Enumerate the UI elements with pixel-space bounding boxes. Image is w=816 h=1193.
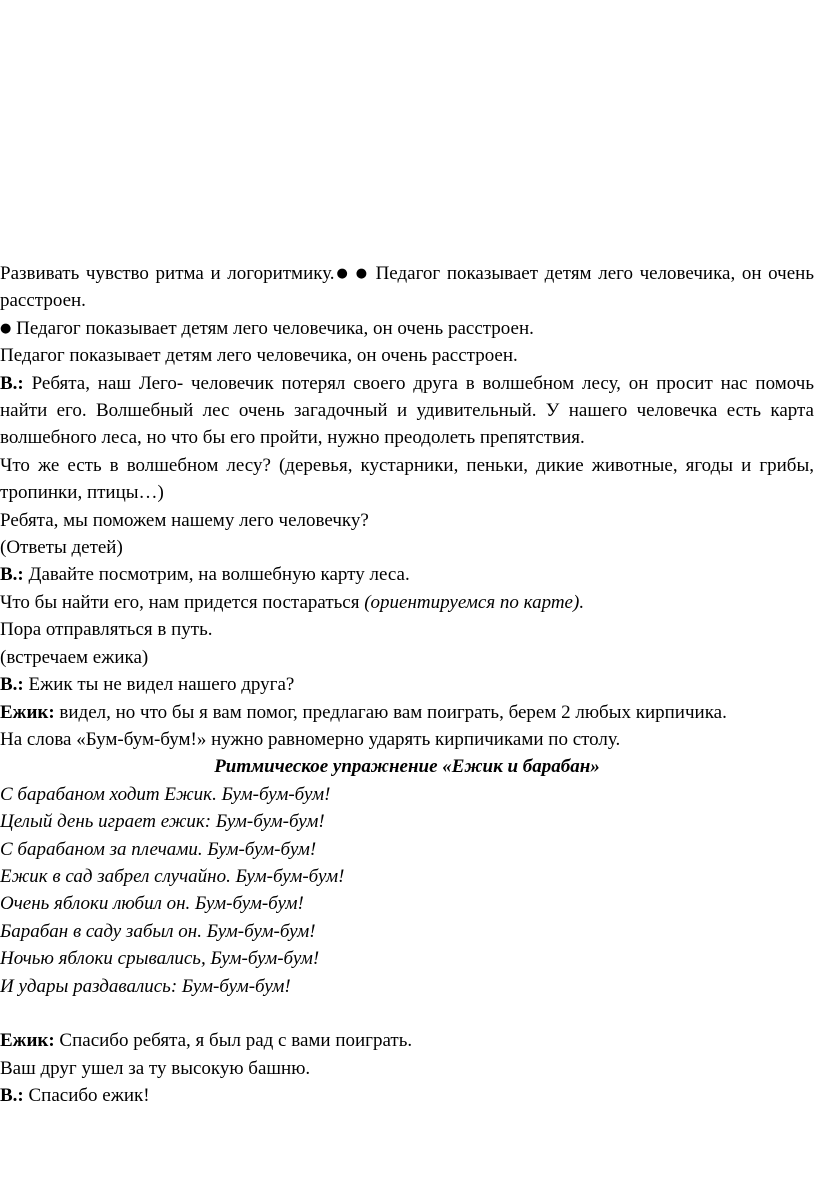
poem-line: Барабан в саду забыл он. Бум-бум-бум! <box>0 920 316 942</box>
paragraph-tower <box>0 1055 814 1082</box>
speaker-label: В.: <box>0 1085 24 1107</box>
poem-line: Целый день играет ежик: Бум-бум-бум! <box>0 811 325 833</box>
paragraph-teacher <box>0 342 814 369</box>
dialogue-text: Ежик ты не видел нашего друга? <box>23 674 295 696</box>
speaker-label: В.: <box>0 372 24 394</box>
paragraph-map <box>0 561 814 588</box>
dialogue-text: Ребята, мы поможем нашему лего человечку? <box>0 509 369 531</box>
speaker-label: Ежик: <box>0 1030 55 1052</box>
dialogue-text: Давайте посмотрим, на волшебную карту леса. <box>23 564 410 586</box>
paragraph-hedgehog-offer <box>0 699 814 726</box>
paragraph-children-answers <box>0 534 814 561</box>
dialogue-text: (встречаем ежика) <box>0 646 149 668</box>
paragraph-instruction <box>0 726 814 753</box>
paragraph-intro <box>0 370 814 452</box>
stage-direction: (ориентируемся по карте). <box>364 591 585 613</box>
paragraph-forest-question <box>0 452 814 507</box>
dialogue-text: Спасибо ребята, я был рад с вами поиграть. <box>54 1030 413 1052</box>
dialogue-text: Спасибо ежик! <box>23 1085 150 1107</box>
teacher-shows-text: Педагог показывает детям лего человечика, он очень расстроен. <box>0 263 814 312</box>
goal-text: Развивать чувство ритма и логоритмику. <box>0 263 335 284</box>
speaker-label: В.: <box>0 674 24 696</box>
paragraph-help-question <box>0 507 814 534</box>
paragraph-ask-hedgehog <box>0 671 814 698</box>
poem-line: С барабаном за плечами. Бум-бум-бум! <box>0 838 317 860</box>
bullet-icon: ● <box>0 320 12 336</box>
dialogue-text: (Ответы детей) <box>0 537 123 559</box>
bullet-icon: ● ● <box>334 266 369 281</box>
paragraph-set-off <box>0 616 814 643</box>
speaker-label: В.: <box>0 564 24 586</box>
poem-line: И удары раздавались: Бум-бум-бум! <box>0 975 291 997</box>
speaker-label: Ежик: <box>0 701 55 723</box>
blank-line <box>0 1000 814 1027</box>
paragraph-bullet-teacher <box>0 315 814 342</box>
dialogue-text: Ваш друг ушел за ту высокую башню. <box>0 1057 311 1079</box>
paragraph-meet-hedgehog <box>0 644 814 671</box>
document-body <box>0 260 814 1110</box>
paragraph-thanks-hedgehog <box>0 1082 814 1109</box>
poem <box>0 781 814 1000</box>
poem-line: Очень яблоки любил он. Бум-бум-бум! <box>0 893 304 915</box>
poem-line: Ночью яблоки срывались, Бум-бум-бум! <box>0 948 320 970</box>
dialogue-text: видел, но что бы я вам помог, предлагаю вам поиграть, берем 2 любых кирпичика. <box>54 701 727 723</box>
dialogue-text: На слова «Бум-бум-бум!» нужно равномерно ударять кирпичиками по столу. <box>0 728 621 750</box>
teacher-shows-text: Педагог показывает детям лего человечика, он очень расстроен. <box>11 317 534 339</box>
dialogue-text: Пора отправляться в путь. <box>0 619 213 641</box>
teacher-shows-text: Педагог показывает детям лего человечика, он очень расстроен. <box>0 345 518 367</box>
paragraph-goal <box>0 260 814 315</box>
dialogue-text: Что бы найти его, нам придется постараться <box>0 591 365 613</box>
dialogue-text: Ребята, наш Лего- человечик потерял своего друга в волшебном лесу, он просит нас помочь найти его. Волшебный лес очень загадочный и удивительный. У нашего человечка есть карта волшебного леса, но что бы его пройти, нужно преодолеть препятствия. <box>0 372 814 449</box>
poem-line: С барабаном ходит Ежик. Бум-бум-бум! <box>0 783 331 805</box>
dialogue-text: Что же есть в волшебном лесу? (деревья, кустарники, пеньки, дикие животные, ягоды и грибы, тропинки, птицы…) <box>0 454 814 504</box>
poem-line: Ежик в сад забрел случайно. Бум-бум-бум! <box>0 865 345 887</box>
exercise-title: Ритмическое упражнение «Ежик и барабан» <box>214 756 600 778</box>
paragraph-hedgehog-thanks <box>0 1027 814 1054</box>
paragraph-try-hard <box>0 589 814 616</box>
